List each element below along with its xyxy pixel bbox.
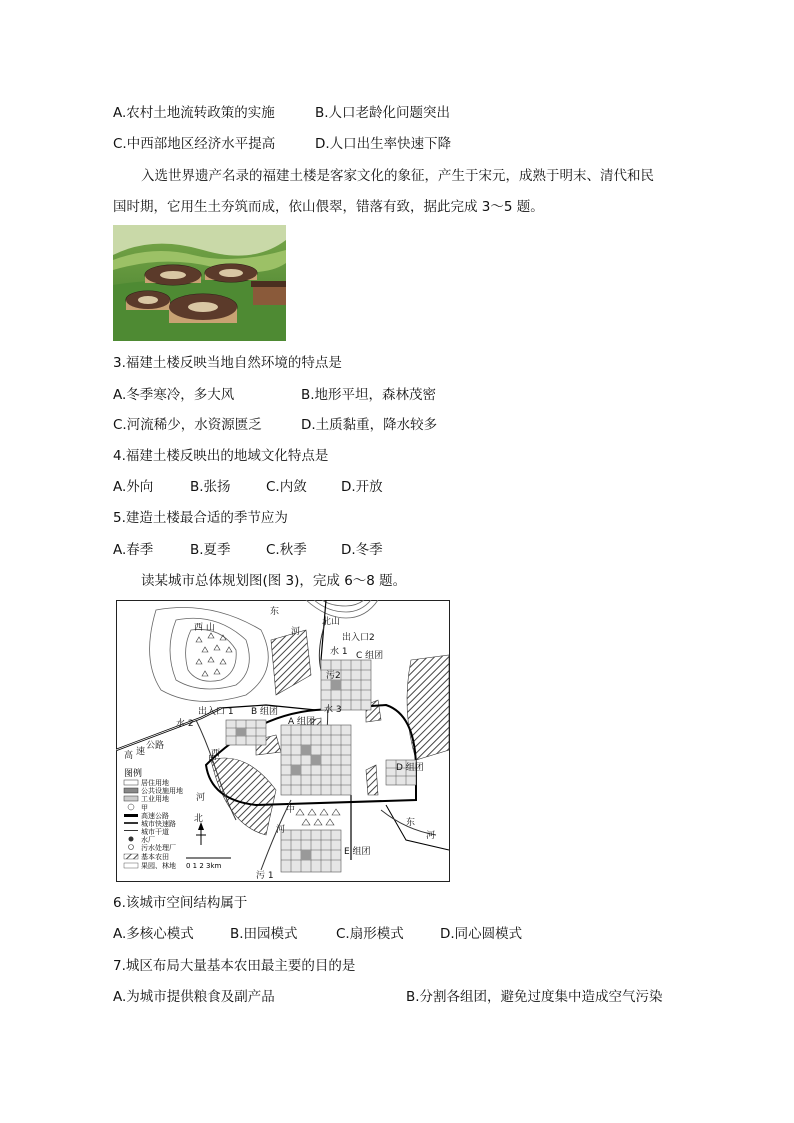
map-label-group-e: E 组团	[344, 847, 371, 857]
legend-item: 公共设施用地	[141, 787, 183, 795]
map-label-mid-river1: 中	[286, 805, 296, 815]
q2-option-d: D.人口出生率快速下降	[315, 136, 452, 152]
q5-option-b: B.夏季	[190, 542, 231, 558]
map-label-jia: 甲	[208, 755, 218, 765]
q3-option-a: A.冬季寒冷，多大风	[113, 387, 235, 403]
q5-option-d: D.冬季	[341, 542, 383, 558]
q4-option-d: D.开放	[341, 479, 383, 495]
q6-stem: 6.该城市空间结构属于	[113, 895, 248, 911]
legend-item: 甲	[141, 804, 148, 812]
map-label-east-river2: 河	[426, 831, 436, 841]
q3-option-b: B.地形平坦，森林茂密	[301, 387, 437, 403]
legend-item: 城市干道	[141, 828, 169, 836]
q7-stem: 7.城区布局大量基本农田最主要的目的是	[113, 958, 356, 974]
intro-paragraph-line1: 入选世界遗产名录的福建土楼是客家文化的象征，产生于宋元，成熟于明末、清代和民	[141, 168, 654, 184]
q6-option-c: C.扇形模式	[336, 926, 404, 942]
map-label-west-mountain: 西 山	[194, 623, 215, 633]
legend-item: 基本农田	[141, 853, 169, 861]
q7-option-a: A.为城市提供粮食及副产品	[113, 989, 275, 1005]
legend-item: 高速公路	[141, 812, 169, 820]
legend-item: 果园、林地	[141, 862, 176, 870]
q7-option-b: B.分割各组团，避免过度集中造成空气污染	[406, 989, 663, 1005]
q6-option-b: B.田园模式	[230, 926, 298, 942]
map-label-river-top: 河	[291, 627, 301, 637]
map-label-group-a: A 组团	[288, 717, 316, 727]
q2-option-b: B.人口老龄化问题突出	[315, 105, 451, 121]
map-label-sewage2: 污2	[326, 671, 341, 681]
q5-option-c: C.秋季	[266, 542, 307, 558]
map-label-mid-river2: 河	[276, 825, 286, 835]
map-label-exit2: 出入口2	[342, 633, 375, 643]
tulou-photo	[113, 225, 286, 341]
map-label-highway1: 高	[124, 751, 134, 761]
q4-stem: 4.福建土楼反映出的地域文化特点是	[113, 448, 329, 464]
map-label-west-river1: 西	[211, 749, 221, 759]
map-scale-label: 0 1 2 3km	[186, 862, 222, 870]
q5-option-a: A.春季	[113, 542, 154, 558]
map-label-east-top: 东	[270, 607, 280, 617]
q2-option-a: A.农村土地流转政策的实施	[113, 105, 275, 121]
q6-option-d: D.同心圆模式	[440, 926, 523, 942]
map-label-east-river1: 东	[406, 818, 416, 828]
q6-option-a: A.多核心模式	[113, 926, 194, 942]
intro-paragraph-line2: 国时期，它用生土夯筑而成，依山偎翠，错落有致，据此完成 3～5 题。	[113, 199, 544, 215]
city-planning-map	[116, 600, 450, 882]
q4-option-c: C.内敛	[266, 479, 307, 495]
q3-stem: 3.福建土楼反映当地自然环境的特点是	[113, 355, 342, 371]
legend-item: 水厂	[141, 836, 155, 844]
map-label-sewage1: 污 1	[256, 871, 274, 881]
q4-option-b: B.张扬	[190, 479, 231, 495]
q5-stem: 5.建造土楼最合适的季节应为	[113, 510, 288, 526]
intro2-paragraph: 读某城市总体规划图(图 3)，完成 6～8 题。	[141, 573, 407, 589]
legend-item: 污水处理厂	[141, 844, 176, 852]
map-label-west-river2: 河	[196, 793, 206, 803]
map-label-exit1: 出入口 1	[198, 707, 234, 717]
map-label-highway2: 速	[136, 747, 146, 757]
map-label-group-c: C 组团	[356, 651, 384, 661]
map-legend-title: 图例	[124, 769, 143, 779]
q4-option-a: A.外向	[113, 479, 154, 495]
map-label-water3: 水 3	[324, 705, 342, 715]
map-label-highway3: 公路	[146, 741, 165, 751]
map-north-label: 北	[194, 814, 204, 824]
q3-option-d: D.土质黏重，降水较多	[301, 417, 438, 433]
map-label-group-d: D 组团	[396, 763, 424, 773]
q2-option-c: C.中西部地区经济水平提高	[113, 136, 276, 152]
map-label-water2: 水 2	[176, 719, 194, 729]
legend-item: 城市快速路	[141, 820, 176, 828]
q3-option-c: C.河流稀少，水资源匮乏	[113, 417, 262, 433]
legend-item: 工业用地	[141, 795, 169, 803]
legend-item: 居住用地	[141, 779, 169, 787]
map-label-group-b: B 组团	[251, 707, 279, 717]
map-label-north-mountain: 北山	[322, 617, 341, 627]
map-label-water1: 水 1	[330, 647, 348, 657]
